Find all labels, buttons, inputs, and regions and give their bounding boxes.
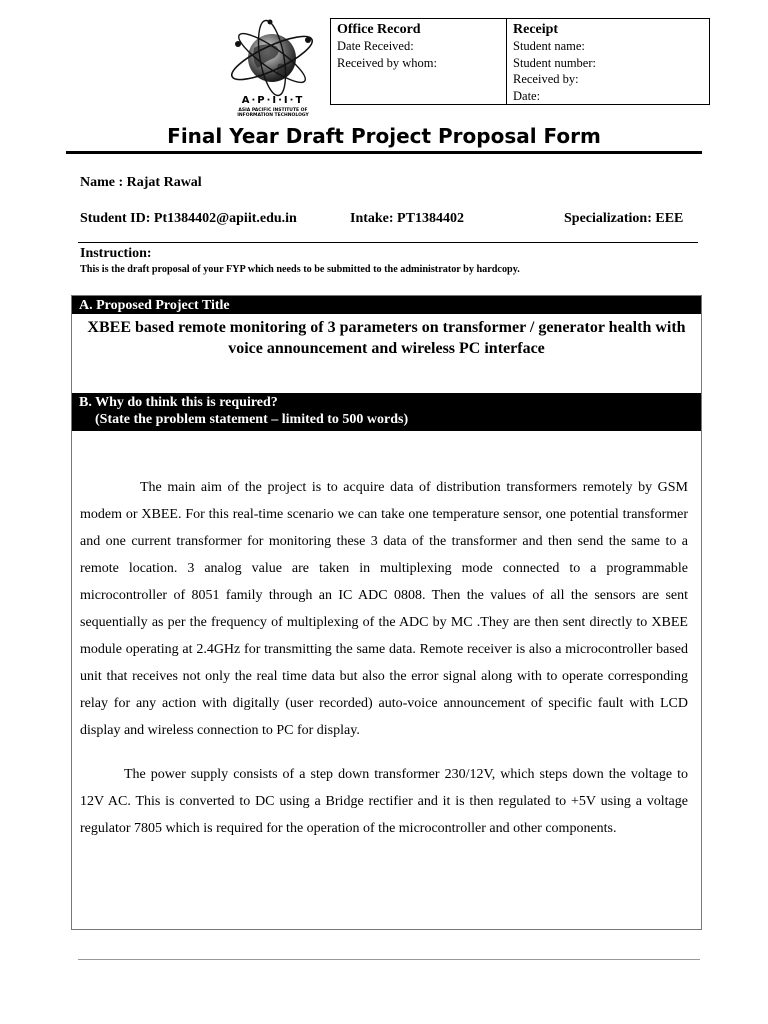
intake: Intake: PT1384402 [350,211,464,226]
form-title: Final Year Draft Project Proposal Form [167,124,601,148]
receipt-student-name: Student name: [513,39,585,53]
footer-divider [78,959,700,960]
specialization: Specialization: EEE [564,211,684,226]
paragraph: The power supply consists of a step down transformer 230/12V, which steps down the voltage to 12V AC. This is converted to DC using a Bridge rectifier and it is then regulated to +5V using a voltage regulator 7805 which is required for the operation of the microcontroller and other components. [80,767,688,836]
paragraph: The main aim of the project is to acquire data of distribution transformers remotely by GSM modem or XBEE. For this real-time scenario we can take one temperature sensor, one potential transformer and one current transformer for monitoring these 3 data of the transformer and then send the same to a remote location. 3 analog value are taken in multiplexing mode connected to a programmable microcontroller of 8051 family through an IC ADC 0808. Then the values of all the sensors are sent sequentially as per the frequency of multiplexing of the ADC by MC .They are then sent directly to XBEE module operating at 2.4GHz for transmitting the same data. Remote receiver is also a microcontroller based unit that receives not only the real time data but also the error signal along with to operate corresponding relay for any action with digitally (user recorded) auto-voice announcement of specific fault with LCD display and wireless connection to PC for display. [80,480,688,738]
instruction-label: Instruction: [80,246,152,261]
section-b-header [72,393,701,431]
office-record-title: Office Record [337,22,421,37]
section-b-title: B. Why do think this is required? [79,395,278,410]
receipt-received-by: Received by: [513,72,579,86]
info-divider [78,242,698,243]
project-title: XBEE based remote monitoring of 3 parameters on transformer / generator health with voice announcement and wireless PC interface [87,319,686,357]
logo-subtitle: ASIA PACIFIC INSTITUTE OF INFORMATION TECHNOLOGY [237,108,309,118]
student-id: Student ID: Pt1384402@apiit.edu.in [80,211,297,226]
student-name: Name : Rajat Rawal [80,175,202,190]
office-record-date-received: Date Received: [337,39,414,53]
globe-orbit-icon [224,18,320,98]
proposal-box [71,295,702,930]
instruction-text: This is the draft proposal of your FYP which needs to be submitted to the administrator by hardcopy. [80,264,520,275]
office-record-column [331,19,507,104]
receipt-column [507,19,709,104]
office-record-table [330,18,710,105]
logo-name: A·P·I·I·T [241,95,305,106]
office-record-received-by: Received by whom: [337,55,437,70]
problem-statement [80,474,688,842]
receipt-student-number: Student number: [513,55,596,70]
apiit-logo [224,18,320,118]
title-divider [66,151,702,154]
section-a-header: A. Proposed Project Title [72,296,701,314]
receipt-date: Date: [513,88,541,103]
section-b-subtitle: (State the problem statement – limited to 500 words) [95,412,409,427]
receipt-title: Receipt [513,22,559,37]
